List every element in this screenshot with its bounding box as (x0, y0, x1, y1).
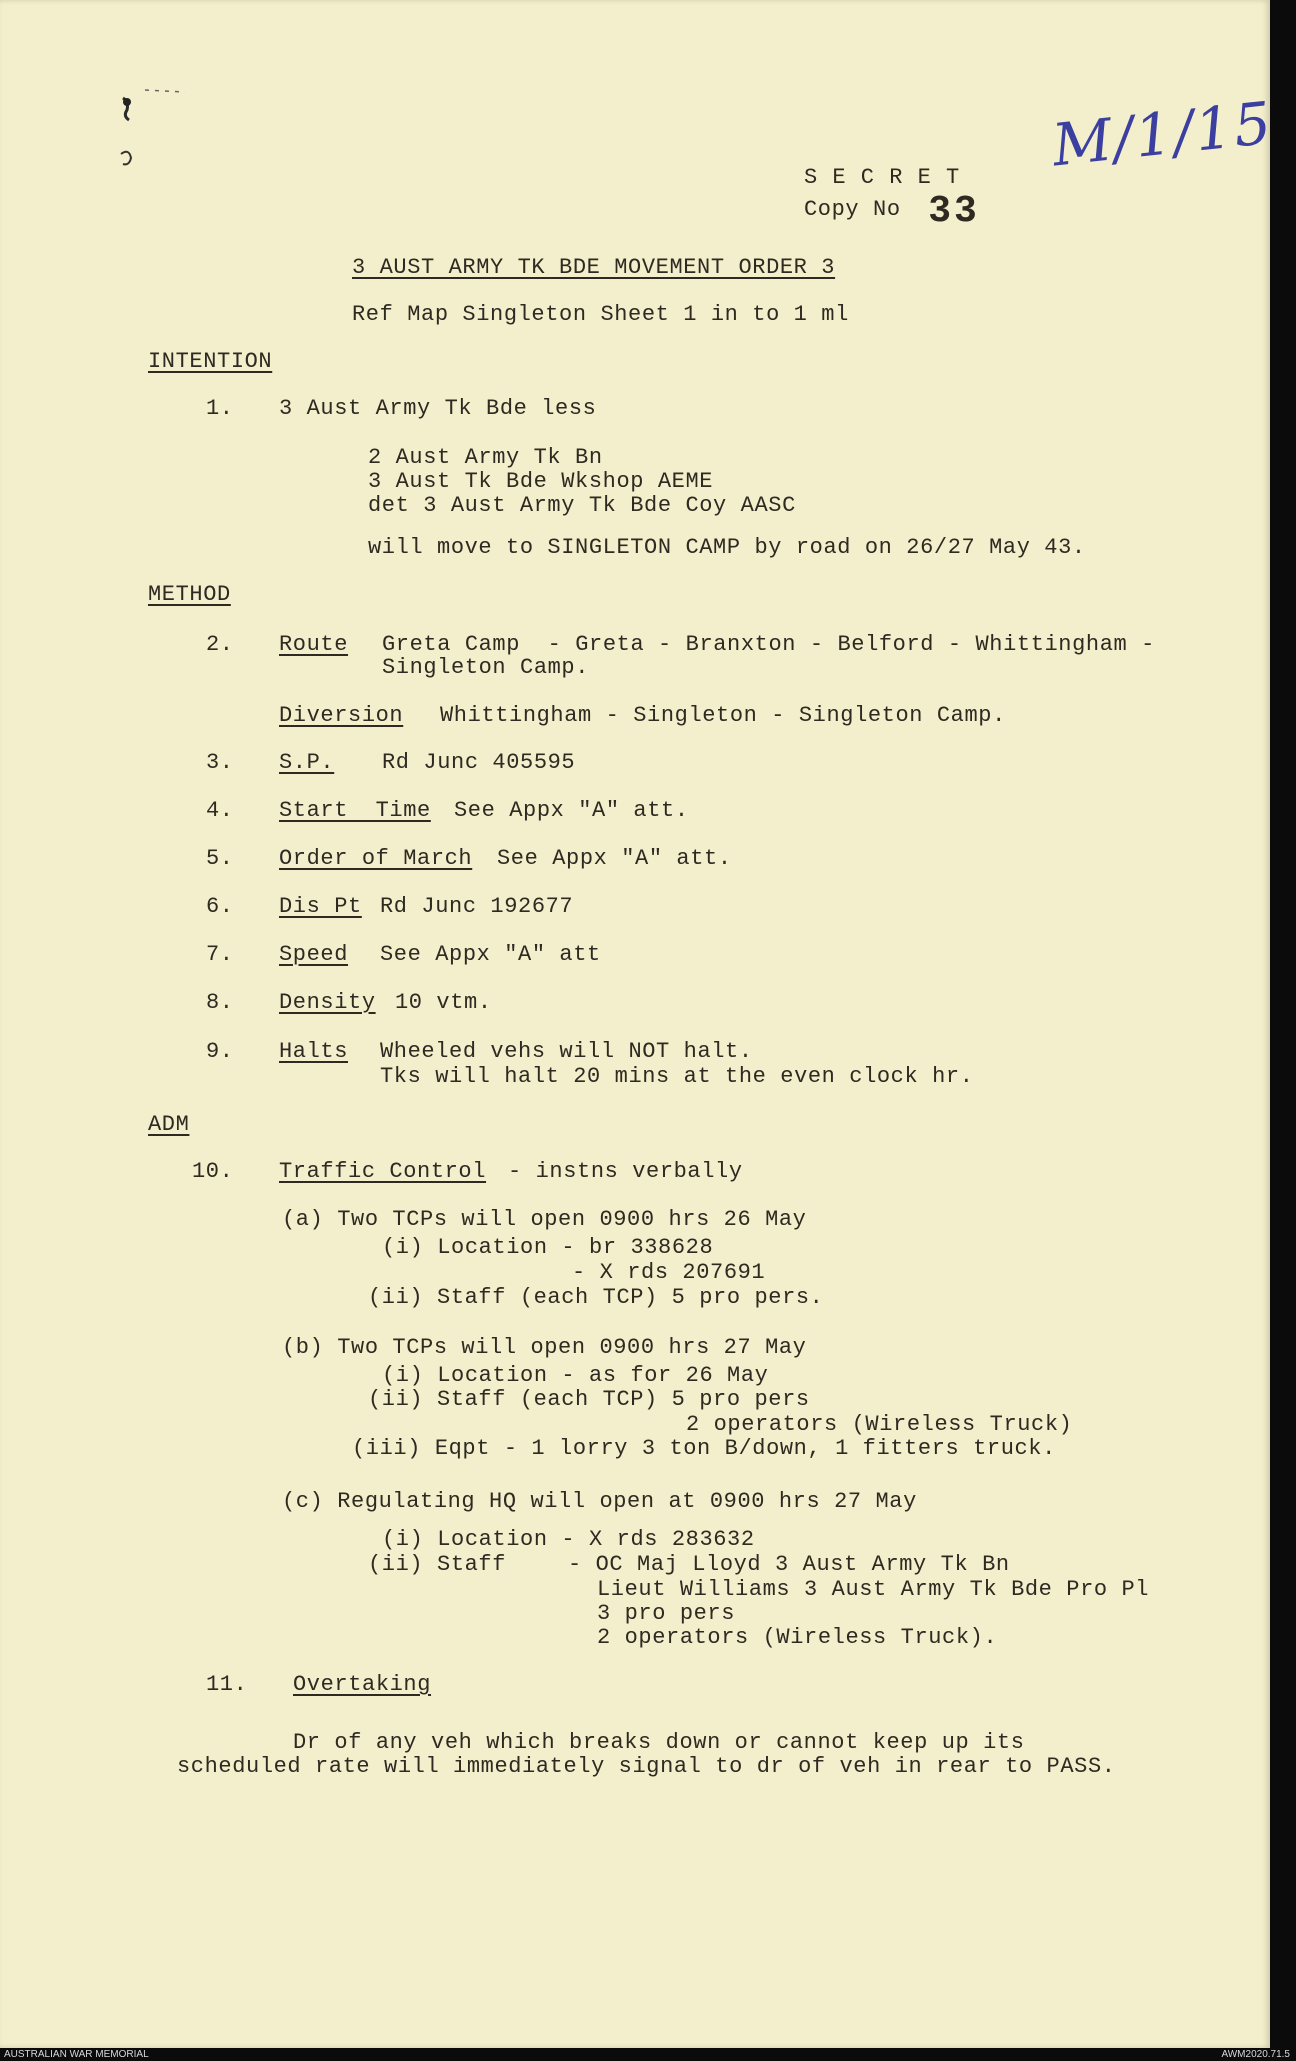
para-10a-line: (a) Two TCPs will open 0900 hrs 26 May (282, 1207, 807, 1232)
para-10c-line: (i) Location - X rds 283632 (382, 1527, 755, 1552)
para-10c-line: 2 operators (Wireless Truck). (597, 1625, 998, 1650)
para-4-label: Start Time (279, 798, 431, 823)
para-4-number: 4. (206, 798, 234, 823)
para-10c-line: (ii) Staff (368, 1552, 507, 1577)
para-6-number: 6. (206, 894, 234, 919)
ref-map-line: Ref Map Singleton Sheet 1 in to 1 ml (352, 302, 849, 327)
para-1-unit: 3 Aust Tk Bde Wkshop AEME (368, 469, 714, 494)
para-10b-line: 2 operators (Wireless Truck) (686, 1412, 1073, 1437)
punch-hole-marks (115, 88, 225, 178)
para-11-label: Overtaking (293, 1672, 432, 1697)
para-1-unit: det 3 Aust Army Tk Bde Coy AASC (368, 493, 796, 518)
para-5-number: 5. (206, 846, 234, 871)
para-7-text: See Appx "A" att (380, 942, 601, 967)
archive-accession-number: AWM2020.71.5 (1221, 2049, 1290, 2060)
para-2-diversion-label: Diversion (279, 703, 404, 728)
para-10b-line: (b) Two TCPs will open 0900 hrs 27 May (282, 1335, 807, 1360)
para-8-label: Density (279, 990, 376, 1015)
para-7-number: 7. (206, 942, 234, 967)
para-10b-line: (ii) Staff (each TCP) 5 pro pers (368, 1387, 810, 1412)
para-10a-line: - X rds 207691 (572, 1260, 766, 1285)
para-10b-line: (i) Location - as for 26 May (382, 1363, 769, 1388)
para-10c-line: (c) Regulating HQ will open at 0900 hrs 27 May (282, 1489, 917, 1514)
para-3-text: Rd Junc 405595 (382, 750, 576, 775)
para-9-label: Halts (279, 1039, 349, 1064)
document-title: 3 AUST ARMY TK BDE MOVEMENT ORDER 3 (352, 255, 836, 280)
para-2-number: 2. (206, 632, 234, 657)
para-10c-line: 3 pro pers (597, 1601, 736, 1626)
para-10b-line: (iii) Eqpt - 1 lorry 3 ton B/down, 1 fitters truck. (352, 1436, 1056, 1461)
para-9-text: Wheeled vehs will NOT halt. (380, 1039, 753, 1064)
para-10c-line: - OC Maj Lloyd 3 Aust Army Tk Bn (568, 1552, 1010, 1577)
para-10a-line: (ii) Staff (each TCP) 5 pro pers. (368, 1285, 824, 1310)
section-heading-adm: ADM (148, 1112, 190, 1137)
para-5-text: See Appx "A" att. (497, 846, 732, 871)
para-2-diversion-text: Whittingham - Singleton - Singleton Camp. (440, 703, 1006, 728)
section-heading-method: METHOD (148, 582, 231, 607)
section-heading-intention: INTENTION (148, 349, 273, 374)
para-3-label: S.P. (279, 750, 335, 775)
para-4-text: See Appx "A" att. (454, 798, 689, 823)
para-11-text: scheduled rate will immediately signal to dr of veh in rear to PASS. (177, 1754, 1116, 1779)
para-11-text: Dr of any veh which breaks down or cannot keep up its (293, 1730, 1025, 1755)
para-10-label: Traffic Control (279, 1159, 487, 1184)
para-8-text: 10 vtm. (395, 990, 492, 1015)
para-1-number: 1. (206, 396, 234, 421)
para-10-number: 10. (192, 1159, 234, 1184)
para-1-text: 3 Aust Army Tk Bde less (279, 396, 597, 421)
para-9-text: Tks will halt 20 mins at the even clock hr. (380, 1064, 974, 1089)
para-10c-line: Lieut Williams 3 Aust Army Tk Bde Pro Pl (597, 1577, 1150, 1602)
copy-number-line: Copy No 33 (804, 190, 980, 233)
para-2-route-label: Route (279, 632, 349, 657)
para-11-number: 11. (206, 1672, 248, 1697)
para-7-label: Speed (279, 942, 349, 967)
para-1-unit: 2 Aust Army Tk Bn (368, 445, 603, 470)
para-10a-line: (i) Location - br 338628 (382, 1235, 714, 1260)
para-3-number: 3. (206, 750, 234, 775)
archive-footer (0, 2048, 1296, 2061)
copy-number: 33 (928, 190, 980, 233)
para-6-text: Rd Junc 192677 (380, 894, 574, 919)
classification-label: S E C R E T (804, 165, 961, 190)
para-8-number: 8. (206, 990, 234, 1015)
para-2-route-text: Singleton Camp. (382, 655, 590, 680)
para-5-label: Order of March (279, 846, 473, 871)
archive-name: AUSTRALIAN WAR MEMORIAL (4, 2049, 149, 2060)
para-9-number: 9. (206, 1039, 234, 1064)
para-2-route-text: Greta Camp - Greta - Branxton - Belford - Whittingham - (382, 632, 1155, 657)
para-1-move-text: will move to SINGLETON CAMP by road on 26/27 May 43. (368, 535, 1086, 560)
para-6-label: Dis Pt (279, 894, 362, 919)
para-10-text: - instns verbally (508, 1159, 743, 1184)
handwritten-file-reference: M/1/15 (1049, 88, 1277, 180)
